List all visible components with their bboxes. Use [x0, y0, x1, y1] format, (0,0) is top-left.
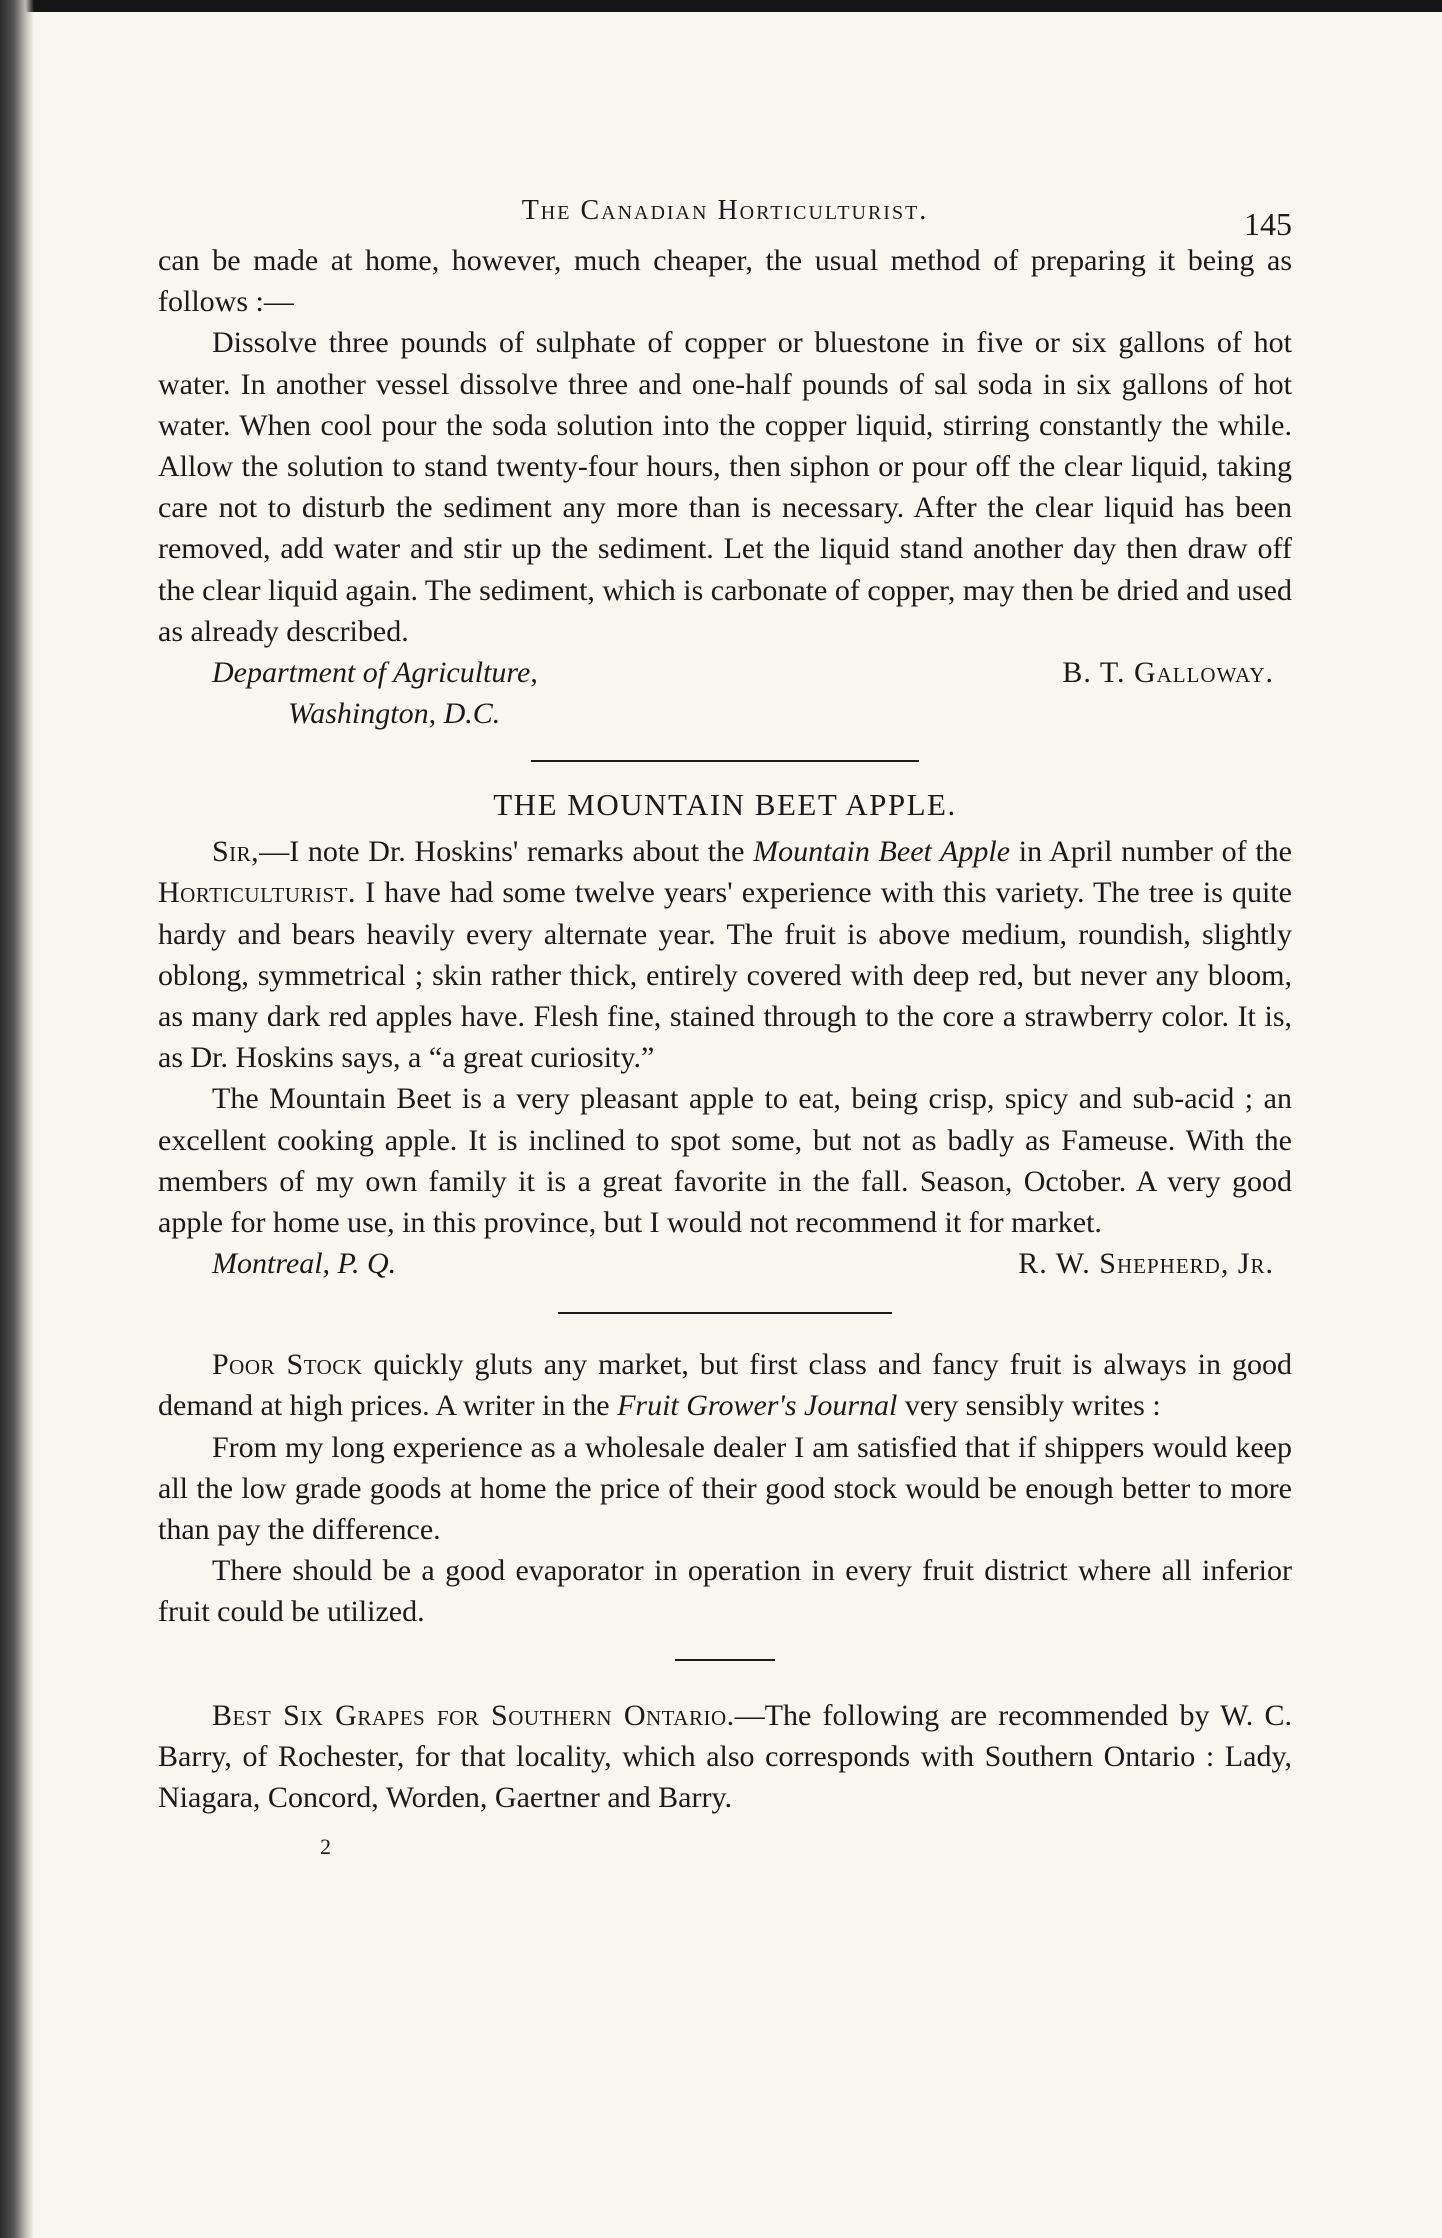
- paragraph: [158, 831, 1292, 1078]
- text-run: —I note Dr. Hoskins' remarks about the: [259, 835, 754, 869]
- signature-name: R. W. Shepherd, Jr.: [1018, 1247, 1274, 1281]
- text-run: —The following are recommended by W. C. Barry, of Rochester, for that locality, which also corresponds with Southern Ontario : Lady, Niagara, Concord, Worden, Gaertner and Barry.: [158, 1698, 1292, 1815]
- signature-place: Montreal, P. Q.: [212, 1247, 397, 1281]
- salutation: Sir,: [212, 835, 260, 869]
- section-divider: [531, 760, 919, 762]
- running-head-title: The Canadian Horticulturist.: [521, 195, 929, 226]
- paragraph: From my long experience as a wholesale dealer I am satisfied that if shippers would keep all the low grade goods at home the price of their good stock would be enough better to more than pay the difference.: [158, 1430, 1292, 1547]
- signature-mark: 2: [320, 1834, 331, 1860]
- paragraph: The Mountain Beet is a very pleasant apple to eat, being crisp, spicy and sub-acid ; an excellent cooking apple. It is inclined to spot some, but not as badly as Fameuse. With the members of my own family it is a great favorite in the fall. Season, October. A very good apple for home use, in this province, but I would not recommend it for market.: [158, 1082, 1292, 1240]
- section-divider: [558, 1312, 892, 1314]
- page-number: 145: [1244, 206, 1292, 242]
- text-run: I have had some twelve years' experience with this variety. The tree is quite hardy and bears heavily every alternate year. The fruit is above medium, roundish, slightly oblong, symmetrical ; skin rather thick, entirely covered with deep red, but never any bloom, as many dark red apples have. Flesh fine, stained through to the core a strawberry color. It is, as Dr. Hoskins says, a “a great curiosity.”: [158, 876, 1292, 1075]
- lead-in: Poor Stock: [212, 1348, 363, 1382]
- top-edge-shadow: [0, 0, 1442, 12]
- lead-in: Best Six Grapes for Southern Ontario.: [212, 1698, 735, 1732]
- signature-place: Department of Agriculture,: [212, 656, 538, 690]
- running-head: [158, 190, 1292, 240]
- paragraph: [158, 1695, 1292, 1819]
- text-run: in April number of the: [1010, 835, 1292, 869]
- signature-line: [158, 1243, 1292, 1284]
- magazine-name: Horticulturist.: [158, 876, 356, 910]
- apple-name: Mountain Beet Apple: [753, 835, 1011, 869]
- signature-place-2: Washington, D.C.: [288, 697, 501, 731]
- text-run: very sensibly writes :: [897, 1389, 1161, 1423]
- article-heading: THE MOUNTAIN BEET APPLE.: [493, 787, 957, 823]
- page-body: [158, 190, 1292, 1868]
- text-run: quickly gluts any market, but first class and fancy fruit is always in good demand at high prices. A writer in the: [158, 1348, 1292, 1423]
- paragraph: There should be a good evaporator in operation in every fruit district where all inferior fruit could be utilized.: [158, 1554, 1292, 1629]
- signature-line: [158, 652, 1292, 693]
- journal-name: Fruit Grower's Journal: [617, 1389, 898, 1423]
- signature-name: B. T. Galloway.: [1062, 656, 1274, 690]
- binding-edge-shadow: [0, 0, 34, 2238]
- paragraph: can be made at home, however, much cheaper, the usual method of preparing it being as follows :—: [158, 244, 1292, 319]
- paragraph: Dissolve three pounds of sulphate of copper or bluestone in five or six gallons of hot water. In another vessel dissolve three and one-half pounds of sal soda in six gallons of hot water. When cool pour the soda solution into the copper liquid, stirring constantly the while. Allow the solution to stand twenty-four hours, then siphon or pour off the clear liquid, taking care not to disturb the sediment any more than is necessary. After the clear liquid has been removed, add water and stir up the sediment. Let the liquid stand another day then draw off the clear liquid again. The sediment, which is carbonate of copper, may then be dried and used as already described.: [158, 326, 1292, 648]
- paragraph: [158, 1344, 1292, 1426]
- section-divider: [675, 1659, 775, 1661]
